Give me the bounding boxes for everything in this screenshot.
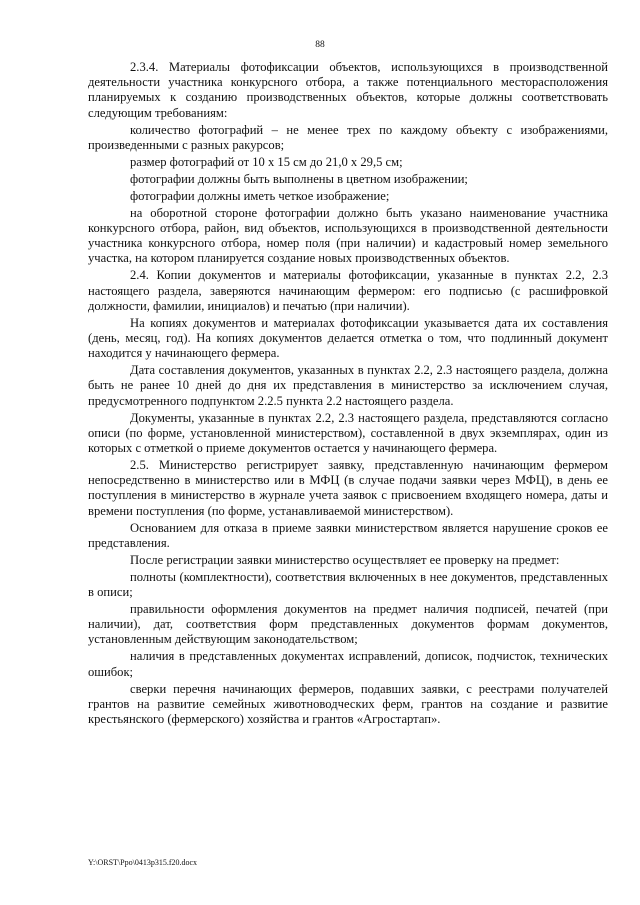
document-body	[88, 60, 608, 729]
paragraph-composition-date: Дата составления документов, указанных в пунктах 2.2, 2.3 настоящего раздела, должна быть не ранее 10 дней до дня их представления в министерство за исключением случая, предусмотренного подпунктом 2.2.5 пункта 2.2 настоящего раздела.	[88, 363, 608, 408]
page-number: 88	[315, 40, 325, 50]
paragraph-copies-date: На копиях документов и материалах фотофиксации указывается дата их составления (день, месяц, год). На копиях документов делается отметка о том, что подлинный документ находится у начинающего фермера.	[88, 315, 608, 361]
paragraph-photo-clarity: фотографии должны иметь четкое изображение;	[130, 188, 390, 203]
paragraph-photo-count: количество фотографий – не менее трех по каждому объекту с изображениями, произведенными с разных ракурсов;	[88, 122, 608, 152]
paragraph-photo-back-side: на оборотной стороне фотографии должно быть указано наименование участника конкурсного отбора, район, вид объектов, использующихся в производственной деятельности участника конкурсного отбора, номер поля (при наличии) и кадастровый номер земельного участка, на котором планируется создание новых производственных объектов.	[88, 205, 608, 266]
paragraph-check-completeness: полноты (комплектности), соответствия включенных в нее документов, представленных в описи;	[88, 569, 608, 600]
paragraph-documents-inventory: Документы, указанные в пунктах 2.2, 2.3 настоящего раздела, представляются согласно описи (по форме, установленной министерством), составленной в двух экземплярах, один из которых с отметкой о приеме документов остается у начинающего фермера.	[88, 410, 608, 456]
paragraph-2-4: 2.4. Копии документов и материалы фотофиксации, указанные в пунктах 2.2, 2.3 настоящего раздела, заверяются начинающим фермером: его подписью (с расшифровкой должности, фамилии, инициалов) и печатью (при наличии).	[88, 268, 608, 313]
paragraph-photo-color: фотографии должны быть выполнены в цветном изображении;	[130, 171, 468, 186]
paragraph-photo-size: размер фотографий от 10 х 15 см до 21,0 х 29,5 см;	[130, 154, 403, 169]
paragraph-check-correctness: правильности оформления документов на предмет наличия подписей, печатей (при наличии), дат, соответствия форм представленных документов формам документов, установленным действующим законодательством;	[88, 602, 608, 647]
paragraph-check-corrections: наличия в представленных документах исправлений, дописок, подчисток, технических ошибок;	[88, 649, 608, 679]
paragraph-2-5: 2.5. Министерство регистрирует заявку, представленную начинающим фермером непосредственно в министерство или в МФЦ (в случае подачи заявки через МФЦ), в день ее поступления в министерство в журнале учета заявок с присвоением входящего номера, даты и времени поступления (по форме, устанавливаемой министерством).	[88, 458, 608, 518]
document-file-path: Y:\ORST\Ppo\0413p315.f20.docx	[88, 858, 198, 867]
paragraph-check-intro: После регистрации заявки министерство осуществляет ее проверку на предмет:	[130, 552, 560, 567]
paragraph-check-registry: сверки перечня начинающих фермеров, подавших заявки, с реестрами получателей грантов на развитие семейных животноводческих ферм, грантов на создание и развитие крестьянского (фермерского) хозяйства и грантов «Агростартап».	[88, 681, 608, 727]
paragraph-2-3-4: 2.3.4. Материалы фотофиксации объектов, использующихся в производственной деятельности участника конкурсного отбора, а также потенциального месторасположения планируемых к созданию производственных объектов, которые должны соответствовать следующим требованиям:	[88, 60, 608, 120]
paragraph-refusal-grounds: Основанием для отказа в приеме заявки министерством является нарушение сроков ее представления.	[88, 520, 608, 550]
